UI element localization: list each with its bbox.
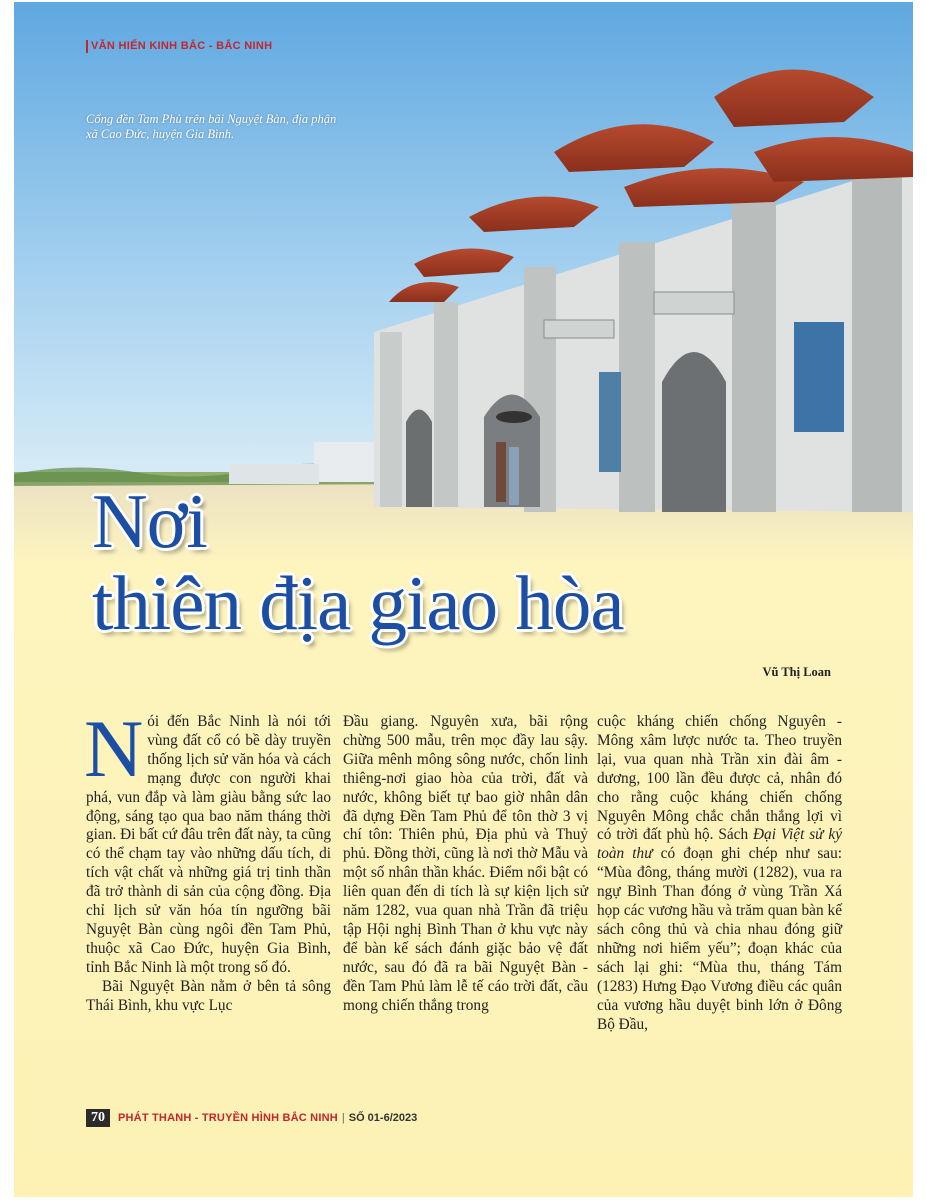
drop-cap: N (84, 703, 144, 794)
article-column-3 (597, 713, 842, 1034)
paragraph (597, 713, 842, 1034)
title-line-2: thiên địa giao hòa (92, 560, 624, 646)
article-column-2 (343, 713, 588, 1016)
author-byline: Vũ Thị Loan (762, 665, 831, 679)
page-number: 70 (86, 1109, 110, 1127)
title-line-1: Nơi (92, 478, 207, 564)
issue-number: SỐ 01-6/2023 (348, 1112, 418, 1124)
paragraph: Đầu giang. Nguyên xưa, bãi rộng chừng 500 mẫu, trên mọc đầy lau sậy. Giữa mênh mông sông nước, chốn linh thiêng-nơi giao hòa của trời, đất và nước, không biết tự bao giờ nhân dân đã dựng Đền Tam Phủ để tôn thờ 3 vị chí tôn: Thiên phủ, Địa phủ và Thuỷ phủ. Đồng thời, cũng là nơi thờ Mẫu và một số nhân thần khác. Điểm nổi bật có liên quan đến di tích là sự kiện lịch sử năm 1282, vua quan nhà Trần đã triệu tập Hội nghị Bình Than ở khu vực này để bàn kế sách đánh giặc bảo vệ đất nước, sau đó đã ra bãi Nguyệt Bàn - đền Tam Phủ làm lễ tế cáo trời đất, cầu mong chiến thắng trong (343, 713, 588, 1014)
paragraph (84, 703, 331, 978)
page-footer (86, 1108, 417, 1128)
magazine-page (14, 2, 913, 1197)
paragraph-text: ói đến Bắc Ninh là nói tới vùng đất cổ có bề dày truyền thống lịch sử văn hóa và cách mạng được con người khai phá, vun đắp và làm giàu bằng sức lao động, sáng tạo qua bao năm tháng thời gian. Đi bất cứ đâu trên đất này, ta cũng có thể chạm tay vào những dấu tích, di tích vật chất và những giá trị tinh thần đã trở thành di sản của cộng đồng. Địa chỉ lịch sử văn hóa tín ngưỡng bãi Nguyệt Bàn cùng ngôi đền Tam Phủ, thuộc xã Cao Đức, huyện Gia Bình, tỉnh Bắc Ninh là một trong số đó. (86, 713, 331, 976)
paragraph: Bãi Nguyệt Bàn nằm ở bên tả sông Thái Bình, khu vực Lục (86, 977, 331, 1014)
photo-caption: Cổng đền Tam Phủ trên bãi Nguyệt Bàn, địa phận xã Cao Đức, huyện Gia Bình. (86, 112, 337, 141)
footer-separator: | (341, 1112, 345, 1124)
section-tag: VĂN HIẾN KINH BẮC - BẮC NINH (86, 40, 272, 53)
article-column-1 (84, 703, 331, 1016)
book-title: Đại Việt sử ký toàn thư (597, 826, 843, 863)
publication-name: PHÁT THANH - TRUYỀN HÌNH BẮC NINH (118, 1112, 338, 1124)
paragraph-text: có đoạn ghi chép như sau: “Mùa đông, tháng mười (1282), vua ra ngự Bình Than đóng ở vùng Trần Xá họp các vương hầu và trăm quan bàn kế sách công thủ và chia nhau đóng giữ những nơi hiểm yếu”; đoạn khác của sách lại ghi: “Mùa thu, tháng Tám (1283) Hưng Đạo Vương điều các quân của vương hầu duyệt binh lớn ở Đông Bộ Đầu, (597, 845, 842, 1033)
article-title (92, 480, 624, 644)
paragraph-text: cuộc kháng chiến chống Nguyên - Mông xâm lược nước ta. Theo truyền lại, vua quan nhà Trần xin đài âm - dương, 100 lần đều được cả, nhân đó cho rằng cuộc kháng chiến chống Nguyên Mông chắc chắn thắng lợi vì có trời đất phù hộ. Sách (597, 713, 842, 844)
